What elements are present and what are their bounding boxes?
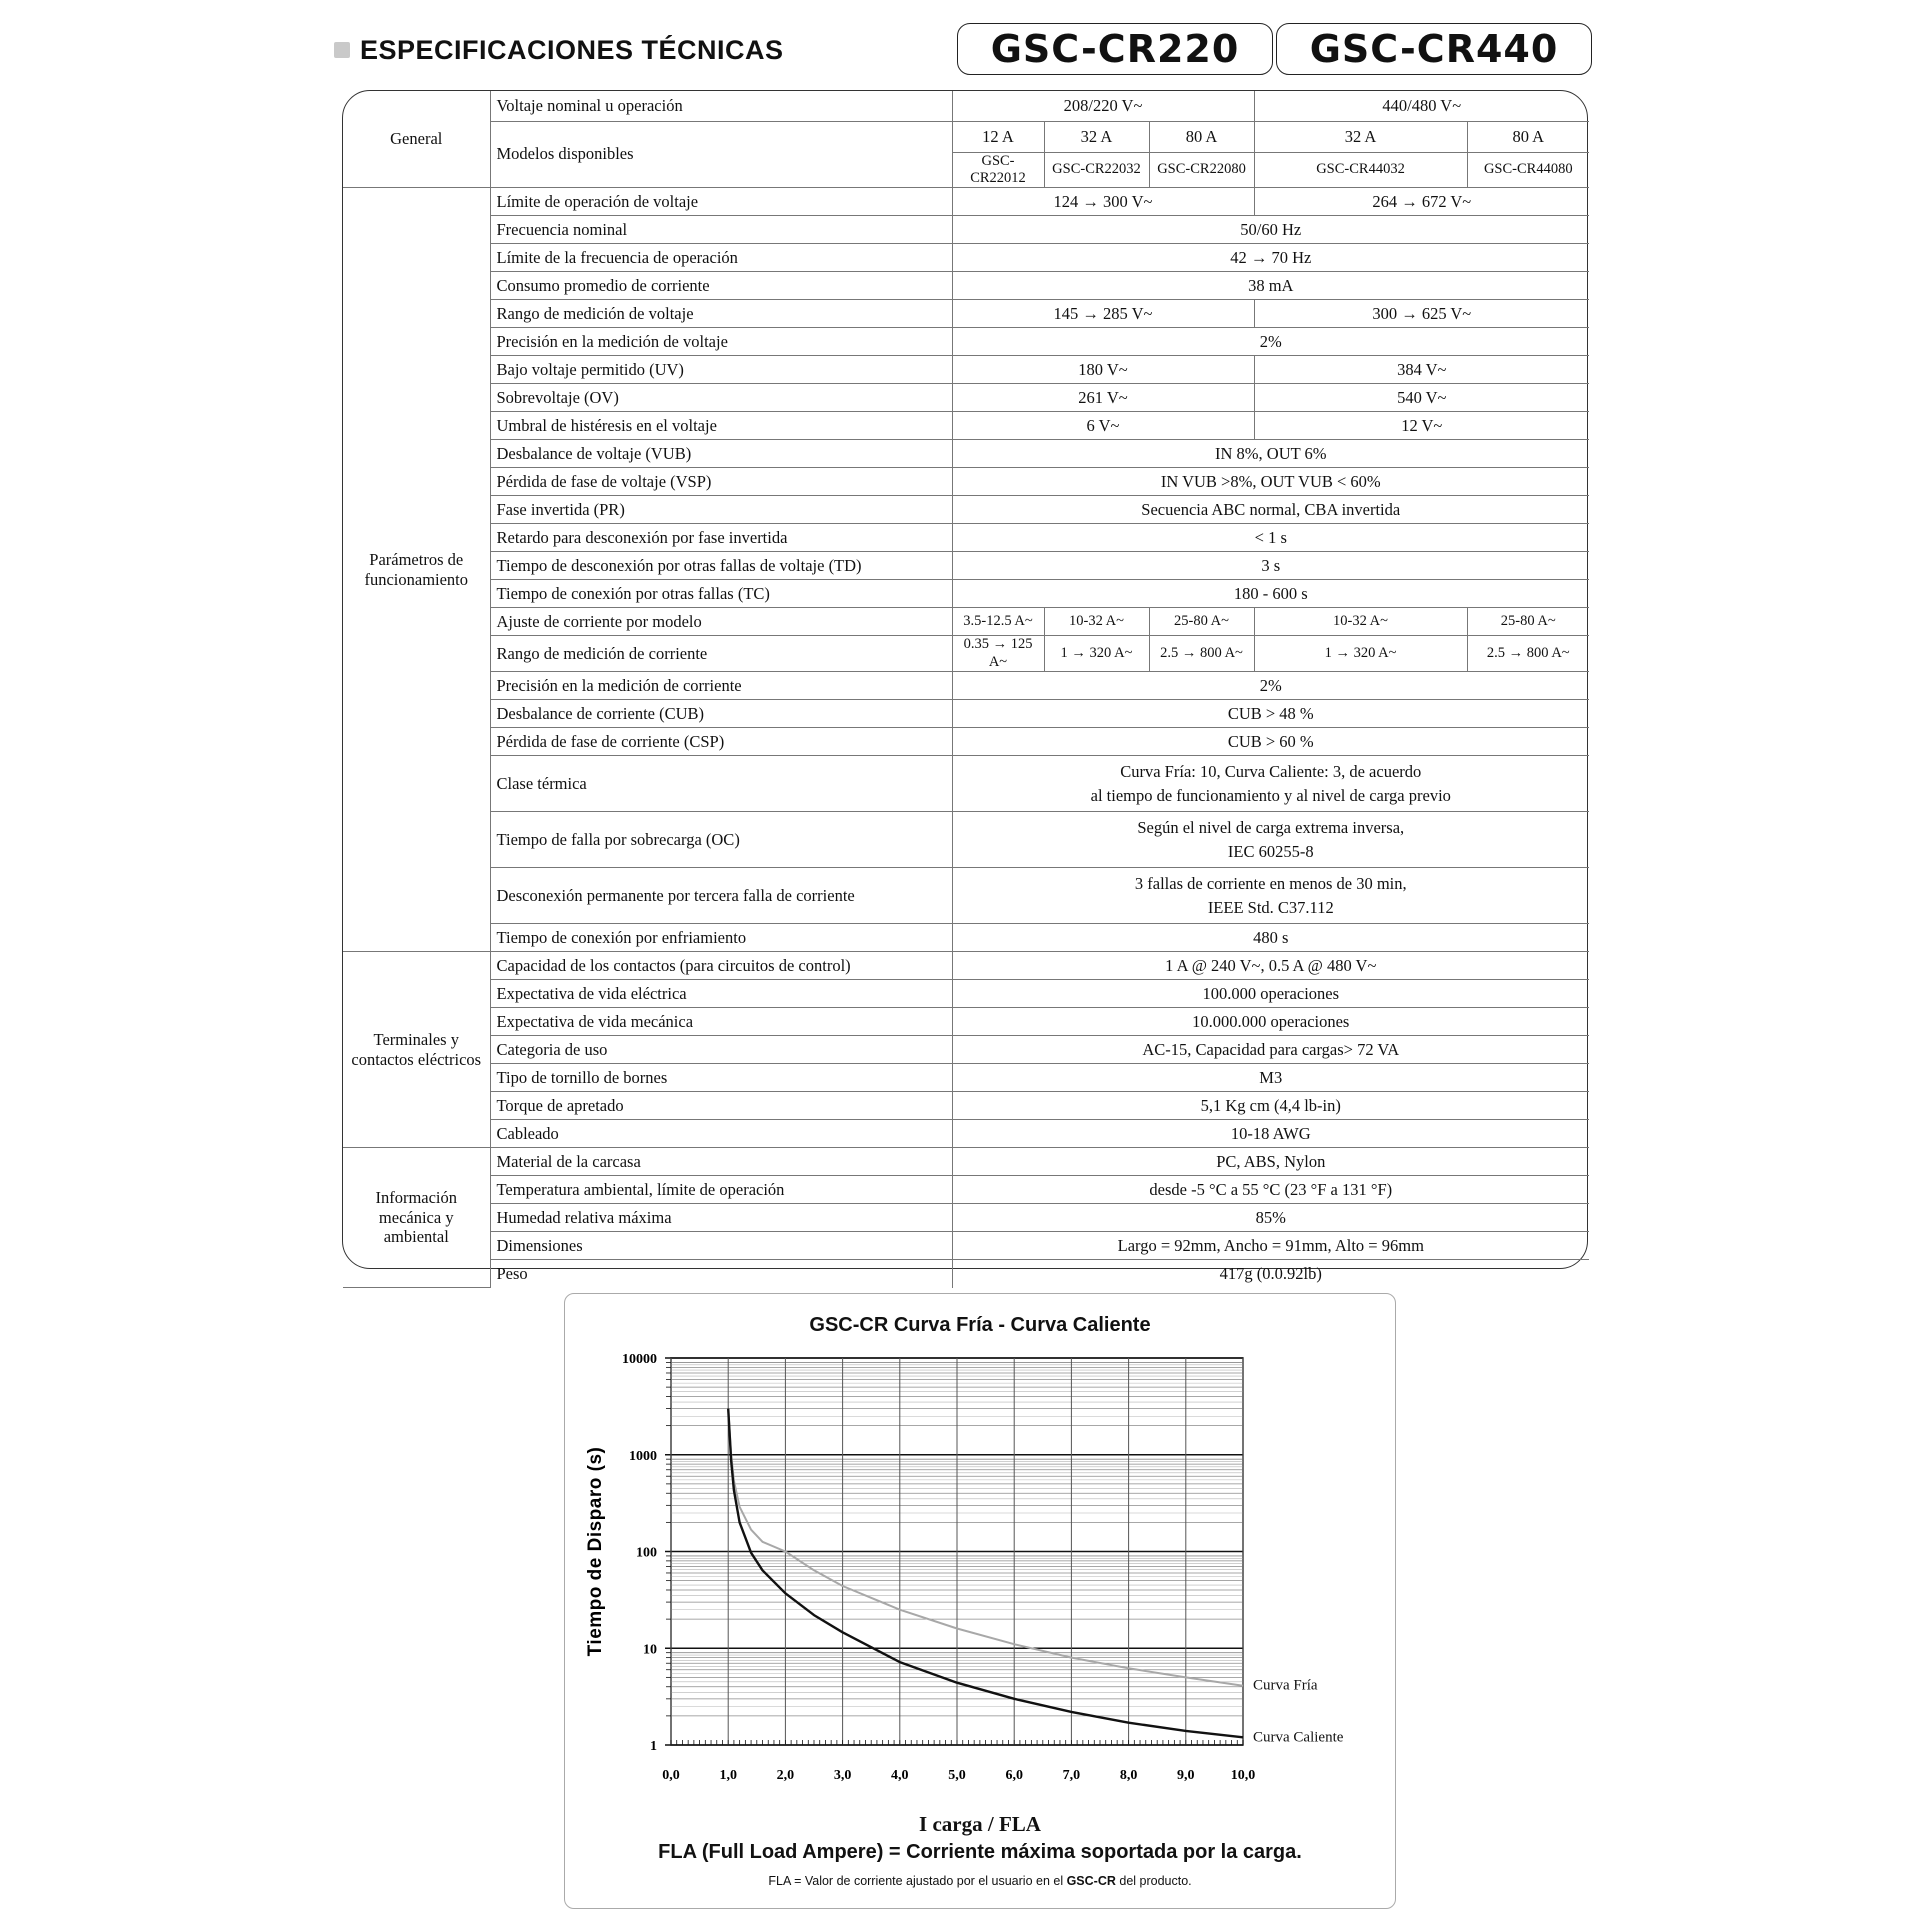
spec-label: Peso xyxy=(490,1260,952,1288)
table-row xyxy=(343,980,1589,1008)
spec-label: Tipo de tornillo de bornes xyxy=(490,1064,952,1092)
spec-label: Capacidad de los contactos (para circuitos de control) xyxy=(490,952,952,980)
spec-value: 38 mA xyxy=(952,272,1589,300)
range-value: 2.5 → 800 A~ xyxy=(1467,636,1589,672)
spec-value: 10.000.000 operaciones xyxy=(952,1008,1589,1036)
spec-value: < 1 s xyxy=(952,524,1589,552)
range-value: 1 → 320 A~ xyxy=(1044,636,1149,672)
y-tick-label: 100 xyxy=(636,1545,657,1561)
spec-value: desde -5 °C a 55 °C (23 °F a 131 °F) xyxy=(952,1176,1589,1204)
spec-value-440: 384 V~ xyxy=(1254,356,1589,384)
spec-value-line: Según el nivel de carga extrema inversa, xyxy=(1137,817,1405,837)
spec-value: M3 xyxy=(952,1064,1589,1092)
spec-value-220: 261 V~ xyxy=(952,384,1254,412)
spec-label: Material de la carcasa xyxy=(490,1148,952,1176)
table-row xyxy=(343,244,1589,272)
table-row xyxy=(343,468,1589,496)
section-title-block xyxy=(334,30,784,70)
model-code: GSC-CR44080 xyxy=(1467,152,1589,188)
table-row xyxy=(343,1036,1589,1064)
spec-value: AC-15, Capacidad para cargas> 72 VA xyxy=(952,1036,1589,1064)
spec-label: Umbral de histéresis en el voltaje xyxy=(490,412,952,440)
spec-label: Sobrevoltaje (OV) xyxy=(490,384,952,412)
table-row xyxy=(343,356,1589,384)
x-tick-label: 8,0 xyxy=(1119,1768,1138,1783)
spec-label: Modelos disponibles xyxy=(490,121,952,188)
table-row xyxy=(343,272,1589,300)
spec-label: Clase térmica xyxy=(490,756,952,812)
model-header-cr220: GSC-CR220 xyxy=(957,23,1273,75)
y-tick-label: 10000 xyxy=(622,1352,657,1367)
model-code: GSC-CR22012 xyxy=(952,152,1044,188)
category-general: General xyxy=(343,91,490,188)
bullet-square-icon xyxy=(334,42,350,58)
spec-value-line: IEEE Std. C37.112 xyxy=(1207,897,1334,917)
range-value: 2.5 → 800 A~ xyxy=(1149,636,1254,672)
table-row xyxy=(343,636,1589,672)
spec-value-220: 145 → 285 V~ xyxy=(952,300,1254,328)
spec-label: Tiempo de falla por sobrecarga (OC) xyxy=(490,812,952,868)
spec-label: Límite de operación de voltaje xyxy=(490,188,952,216)
table-row xyxy=(343,188,1589,216)
x-tick-label: 7,0 xyxy=(1062,1768,1081,1783)
spec-label: Frecuencia nominal xyxy=(490,216,952,244)
fla-note xyxy=(565,1874,1395,1888)
spec-label: Tiempo de desconexión por otras fallas de voltaje (TD) xyxy=(490,552,952,580)
curva-caliente-label: Curva Caliente xyxy=(1253,1729,1344,1746)
category-mecanica: Información mecánica y ambiental xyxy=(343,1148,490,1288)
spec-value: 85% xyxy=(952,1204,1589,1232)
model-code: GSC-CR44032 xyxy=(1254,152,1467,188)
spec-value: 3 s xyxy=(952,552,1589,580)
x-tick-label: 5,0 xyxy=(948,1768,966,1783)
table-row xyxy=(343,1064,1589,1092)
y-tick-label: 1 xyxy=(650,1739,657,1754)
spec-value xyxy=(952,756,1589,812)
spec-label: Ajuste de corriente por modelo xyxy=(490,608,952,636)
spec-value-220: 180 V~ xyxy=(952,356,1254,384)
table-row xyxy=(343,384,1589,412)
spec-table-body xyxy=(343,91,1589,1288)
fla-note-tail: del producto. xyxy=(1115,1874,1192,1888)
chart-xlabel: I carga / FLA xyxy=(919,1812,1041,1836)
x-tick-label: 4,0 xyxy=(891,1768,909,1783)
spec-value xyxy=(952,812,1589,868)
table-row xyxy=(343,1008,1589,1036)
curva-fria-label: Curva Fría xyxy=(1253,1677,1318,1694)
table-row xyxy=(343,121,1589,152)
table-row xyxy=(343,440,1589,468)
table-row xyxy=(343,328,1589,356)
model-header-cr440: GSC-CR440 xyxy=(1276,23,1592,75)
spec-label: Precisión en la medición de voltaje xyxy=(490,328,952,356)
adjust-value: 25-80 A~ xyxy=(1467,608,1589,636)
spec-value-220: 124 → 300 V~ xyxy=(952,188,1254,216)
x-tick-label: 2,0 xyxy=(776,1768,795,1783)
spec-label: Tiempo de conexión por enfriamiento xyxy=(490,924,952,952)
spec-value: 2% xyxy=(952,328,1589,356)
spec-label: Cableado xyxy=(490,1120,952,1148)
fla-note-text: FLA = Valor de corriente ajustado por el usuario en el xyxy=(768,1874,1067,1888)
spec-value-line: IEC 60255-8 xyxy=(1227,841,1314,861)
spec-label: Retardo para desconexión por fase invertida xyxy=(490,524,952,552)
page-title: ESPECIFICACIONES TÉCNICAS xyxy=(360,34,784,65)
spec-value: 417g (0.0.92lb) xyxy=(952,1260,1589,1288)
range-value: 1 → 320 A~ xyxy=(1254,636,1467,672)
x-tick-label: 6,0 xyxy=(1005,1768,1023,1783)
spec-value: 2% xyxy=(952,672,1589,700)
table-row xyxy=(343,1260,1589,1288)
table-row xyxy=(343,1204,1589,1232)
chart-plot xyxy=(565,1294,1397,1814)
chart-title: GSC-CR Curva Fría - Curva Caliente xyxy=(809,1314,1151,1336)
spec-label: Desbalance de voltaje (VUB) xyxy=(490,440,952,468)
y-tick-label: 1000 xyxy=(629,1448,657,1464)
table-row xyxy=(343,580,1589,608)
table-row xyxy=(343,1176,1589,1204)
model-amp: 32 A xyxy=(1254,121,1467,152)
spec-label: Tiempo de conexión por otras fallas (TC) xyxy=(490,580,952,608)
spec-label: Desconexión permanente por tercera falla de corriente xyxy=(490,868,952,924)
x-tick-label: 10,0 xyxy=(1230,1768,1256,1783)
spec-label: Categoria de uso xyxy=(490,1036,952,1064)
spec-label: Desbalance de corriente (CUB) xyxy=(490,700,952,728)
spec-value: CUB > 60 % xyxy=(952,728,1589,756)
spec-value: 1 A @ 240 V~, 0.5 A @ 480 V~ xyxy=(952,952,1589,980)
category-parametros: Parámetros de funcionamiento xyxy=(343,188,490,952)
table-row xyxy=(343,1092,1589,1120)
spec-label: Voltaje nominal u operación xyxy=(490,91,952,121)
spec-value-440: 264 → 672 V~ xyxy=(1254,188,1589,216)
table-row xyxy=(343,1232,1589,1260)
model-amp: 80 A xyxy=(1467,121,1589,152)
table-row xyxy=(343,700,1589,728)
adjust-value: 3.5-12.5 A~ xyxy=(952,608,1044,636)
spec-label: Pérdida de fase de corriente (CSP) xyxy=(490,728,952,756)
spec-label: Consumo promedio de corriente xyxy=(490,272,952,300)
model-amp: 80 A xyxy=(1149,121,1254,152)
spec-value-440: 300 → 625 V~ xyxy=(1254,300,1589,328)
table-row xyxy=(343,868,1589,924)
table-row xyxy=(343,952,1589,980)
x-tick-label: 1,0 xyxy=(719,1768,737,1783)
adjust-value: 10-32 A~ xyxy=(1254,608,1467,636)
table-row xyxy=(343,524,1589,552)
table-row xyxy=(343,91,1589,121)
spec-value: IN VUB >8%, OUT VUB < 60% xyxy=(952,468,1589,496)
spec-label: Bajo voltaje permitido (UV) xyxy=(490,356,952,384)
model-amp: 32 A xyxy=(1044,121,1149,152)
table-row xyxy=(343,216,1589,244)
table-row xyxy=(343,1148,1589,1176)
x-tick-label: 3,0 xyxy=(833,1768,852,1783)
spec-value-line: Curva Fría: 10, Curva Caliente: 3, de acuerdo xyxy=(1120,761,1422,781)
x-tick-label: 0,0 xyxy=(662,1768,680,1783)
table-row xyxy=(343,672,1589,700)
spec-label: Humedad relativa máxima xyxy=(490,1204,952,1232)
table-row xyxy=(343,1120,1589,1148)
spec-value-220: 6 V~ xyxy=(952,412,1254,440)
spec-label: Rango de medición de corriente xyxy=(490,636,952,672)
spec-table-container xyxy=(342,90,1588,1283)
model-code: GSC-CR22080 xyxy=(1149,152,1254,188)
trip-curve-chart xyxy=(564,1293,1396,1909)
spec-label: Pérdida de fase de voltaje (VSP) xyxy=(490,468,952,496)
spec-value: IN 8%, OUT 6% xyxy=(952,440,1589,468)
table-row xyxy=(343,496,1589,524)
spec-value-220: 208/220 V~ xyxy=(952,91,1254,121)
table-row xyxy=(343,608,1589,636)
spec-value: CUB > 48 % xyxy=(952,700,1589,728)
spec-value: 10-18 AWG xyxy=(952,1120,1589,1148)
spec-label: Rango de medición de voltaje xyxy=(490,300,952,328)
spec-label: Dimensiones xyxy=(490,1232,952,1260)
table-row xyxy=(343,728,1589,756)
curva-fria-line xyxy=(728,1409,1243,1686)
table-row xyxy=(343,552,1589,580)
spec-label: Expectativa de vida mecánica xyxy=(490,1008,952,1036)
model-amp: 12 A xyxy=(952,121,1044,152)
spec-value-440: 540 V~ xyxy=(1254,384,1589,412)
spec-value xyxy=(952,868,1589,924)
spec-value-line: al tiempo de funcionamiento y al nivel de carga previo xyxy=(1090,785,1451,805)
y-tick-label: 10 xyxy=(643,1642,657,1658)
table-row xyxy=(343,924,1589,952)
adjust-value: 10-32 A~ xyxy=(1044,608,1149,636)
spec-value: 480 s xyxy=(952,924,1589,952)
spec-value: 42 → 70 Hz xyxy=(952,244,1589,272)
spec-label: Límite de la frecuencia de operación xyxy=(490,244,952,272)
spec-value-440: 12 V~ xyxy=(1254,412,1589,440)
spec-value: PC, ABS, Nylon xyxy=(952,1148,1589,1176)
table-row xyxy=(343,756,1589,812)
range-value: 0.35 → 125 A~ xyxy=(952,636,1044,672)
fla-definition: FLA (Full Load Ampere) = Corriente máxima soportada por la carga. xyxy=(658,1841,1302,1863)
spec-value-440: 440/480 V~ xyxy=(1254,91,1589,121)
spec-label: Temperatura ambiental, límite de operación xyxy=(490,1176,952,1204)
spec-value: Largo = 92mm, Ancho = 91mm, Alto = 96mm xyxy=(952,1232,1589,1260)
spec-value: 180 - 600 s xyxy=(952,580,1589,608)
fla-note-product: GSC-CR xyxy=(1066,1874,1116,1888)
spec-value: 5,1 Kg cm (4,4 lb-in) xyxy=(952,1092,1589,1120)
table-row xyxy=(343,412,1589,440)
table-row xyxy=(343,812,1589,868)
chart-ylabel: Tiempo de Disparo (s) xyxy=(585,1446,606,1657)
spec-table xyxy=(343,91,1589,1288)
spec-label: Torque de apretado xyxy=(490,1092,952,1120)
x-tick-label: 9,0 xyxy=(1177,1768,1195,1783)
spec-value-line: 3 fallas de corriente en menos de 30 min, xyxy=(1134,873,1407,893)
table-row xyxy=(343,300,1589,328)
spec-value: Secuencia ABC normal, CBA invertida xyxy=(952,496,1589,524)
category-terminales: Terminales y contactos eléctricos xyxy=(343,952,490,1148)
spec-label: Precisión en la medición de corriente xyxy=(490,672,952,700)
spec-value: 50/60 Hz xyxy=(952,216,1589,244)
spec-label: Expectativa de vida eléctrica xyxy=(490,980,952,1008)
model-code: GSC-CR22032 xyxy=(1044,152,1149,188)
spec-value: 100.000 operaciones xyxy=(952,980,1589,1008)
spec-label: Fase invertida (PR) xyxy=(490,496,952,524)
adjust-value: 25-80 A~ xyxy=(1149,608,1254,636)
